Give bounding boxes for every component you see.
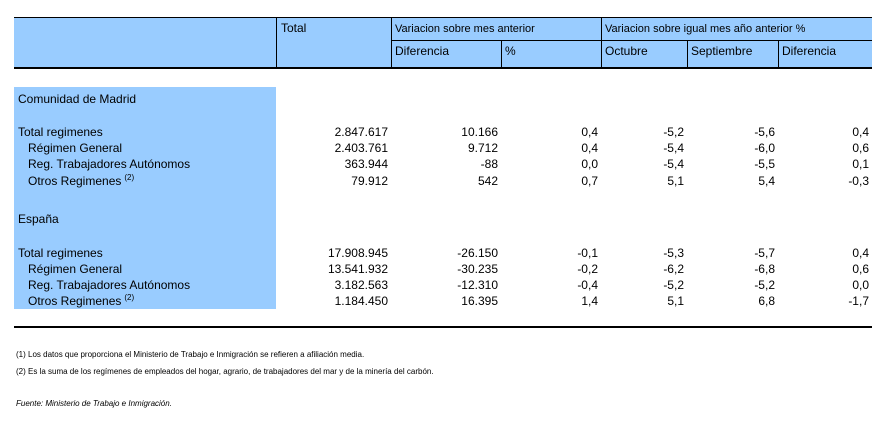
header-diferencia-anual: Diferencia xyxy=(782,44,837,58)
table-row xyxy=(0,140,891,156)
row-label xyxy=(28,156,190,172)
table-row xyxy=(0,245,891,261)
cell-total: 17.908.945 xyxy=(327,246,388,260)
table-row xyxy=(0,261,891,277)
header-col-divider xyxy=(687,40,688,68)
cell-diferencia2: 0,6 xyxy=(852,141,869,155)
table-row xyxy=(0,277,891,293)
cell-septiembre: -5,7 xyxy=(754,246,775,260)
header-total: Total xyxy=(281,21,307,35)
header-octubre: Octubre xyxy=(605,44,648,58)
source-note: Fuente: Ministerio de Trabajo e Inmigración. xyxy=(16,399,172,408)
cell-diferencia2: 0,0 xyxy=(852,278,869,292)
row-label xyxy=(28,261,122,277)
cell-diferencia2: -1,7 xyxy=(848,294,869,308)
row-label xyxy=(28,277,190,293)
cell-septiembre: -5,5 xyxy=(754,157,775,171)
row-label-text: Reg. Trabajadores Autónomos xyxy=(28,157,191,171)
cell-diferencia2: 0,6 xyxy=(852,262,869,276)
cell-octubre: -5,4 xyxy=(663,141,684,155)
cell-total: 2.403.761 xyxy=(334,141,388,155)
table-row xyxy=(0,173,891,189)
cell-diferencia: 16.395 xyxy=(461,294,498,308)
row-label-text: Régimen General xyxy=(28,141,123,155)
header-pct: % xyxy=(505,44,516,58)
table-row xyxy=(0,293,891,309)
cell-octubre: -6,2 xyxy=(663,262,684,276)
cell-total: 13.541.932 xyxy=(327,262,388,276)
table-row xyxy=(0,156,891,172)
cell-diferencia: 10.166 xyxy=(461,125,498,139)
header-group-anio-anterior: Variacion sobre igual mes año anterior % xyxy=(605,23,806,35)
header-col-divider xyxy=(778,40,779,68)
header-group-mes-anterior: Variacion sobre mes anterior xyxy=(395,23,535,35)
cell-diferencia2: -0,3 xyxy=(848,174,869,188)
cell-septiembre: -5,6 xyxy=(754,125,775,139)
cell-octubre: -5,3 xyxy=(663,246,684,260)
header-col-divider xyxy=(276,17,277,68)
cell-septiembre: -6,0 xyxy=(754,141,775,155)
cell-diferencia2: 0,4 xyxy=(852,246,869,260)
footnote-1: (1) Los datos que proporciona el Ministerio de Trabajo e Inmigración se refieren a afiliación media. xyxy=(16,350,365,359)
header-col-divider xyxy=(391,17,392,68)
row-label-text: Otros Regimenes xyxy=(28,174,122,188)
cell-pct: -0,4 xyxy=(577,278,598,292)
header-septiembre: Septiembre xyxy=(691,44,753,58)
header-col-divider xyxy=(601,17,602,68)
header-mid-border xyxy=(391,40,872,41)
cell-octubre: -5,2 xyxy=(663,125,684,139)
table-bottom-border xyxy=(14,326,872,328)
cell-diferencia: -12.310 xyxy=(457,278,498,292)
row-label xyxy=(28,293,134,309)
footnote-2: (2) Es la suma de los regímenes de empleados del hogar, agrario, de trabajadores del mar y de la minería del carbón. xyxy=(16,367,434,376)
cell-pct: 0,4 xyxy=(581,125,598,139)
row-label-text: Total regimenes xyxy=(18,246,103,260)
cell-octubre: 5,1 xyxy=(667,174,684,188)
cell-diferencia: 9.712 xyxy=(467,141,498,155)
cell-septiembre: 5,4 xyxy=(758,174,775,188)
cell-total: 79.912 xyxy=(351,174,388,188)
header-diferencia: Diferencia xyxy=(395,44,450,58)
cell-total: 1.184.450 xyxy=(334,294,388,308)
row-label xyxy=(28,173,134,189)
cell-octubre: 5,1 xyxy=(667,294,684,308)
section-title-espana: España xyxy=(18,212,59,226)
cell-pct: 0,7 xyxy=(581,174,598,188)
cell-octubre: -5,4 xyxy=(663,157,684,171)
row-label-text: Régimen General xyxy=(28,262,123,276)
row-label-text: Reg. Trabajadores Autónomos xyxy=(28,278,191,292)
row-label xyxy=(28,140,122,156)
cell-octubre: -5,2 xyxy=(663,278,684,292)
cell-septiembre: -5,2 xyxy=(754,278,775,292)
row-label-text: Otros Regimenes xyxy=(28,294,122,308)
header-top-border xyxy=(14,17,872,18)
row-label xyxy=(18,245,103,261)
cell-pct: -0,1 xyxy=(577,246,598,260)
cell-diferencia2: 0,4 xyxy=(852,125,869,139)
row-label xyxy=(18,124,103,140)
cell-septiembre: -6,8 xyxy=(754,262,775,276)
header-bottom-border xyxy=(14,67,872,69)
cell-diferencia: -30.235 xyxy=(457,262,498,276)
cell-total: 3.182.563 xyxy=(334,278,388,292)
header-col-divider xyxy=(501,40,502,68)
cell-pct: 0,4 xyxy=(581,141,598,155)
cell-total: 363.944 xyxy=(344,157,388,171)
footnote-ref: (2) xyxy=(124,173,135,182)
cell-pct: -0,2 xyxy=(577,262,598,276)
cell-diferencia: 542 xyxy=(477,174,498,188)
section-title-madrid: Comunidad de Madrid xyxy=(18,92,137,106)
cell-pct: 0,0 xyxy=(581,157,598,171)
cell-total: 2.847.617 xyxy=(334,125,388,139)
row-label-text: Total regimenes xyxy=(18,125,103,139)
cell-diferencia2: 0,1 xyxy=(852,157,869,171)
cell-diferencia: -88 xyxy=(480,157,498,171)
cell-diferencia: -26.150 xyxy=(457,246,498,260)
table-row xyxy=(0,124,891,140)
cell-pct: 1,4 xyxy=(581,294,598,308)
cell-septiembre: 6,8 xyxy=(758,294,775,308)
footnote-ref: (2) xyxy=(124,293,135,302)
